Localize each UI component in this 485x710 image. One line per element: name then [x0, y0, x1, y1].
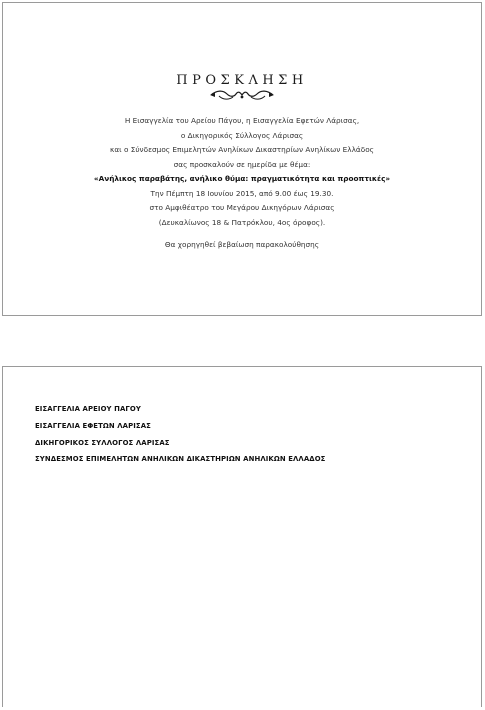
invitation-line-invite: σας προσκαλούν σε ημερίδα με θέμα:: [173, 159, 311, 169]
invitation-line-venue: στο Αμφιθέατρο του Μεγάρου Δικηγόρων Λάρισας: [149, 203, 335, 212]
organizer-item: ΣΥΝΔΕΣΜΟΣ ΕΠΙΜΕΛΗΤΩΝ ΑΝΗΛΙΚΩΝ ΔΙΚΑΣΤΗΡΙΩΝ ΑΝΗΛΙΚΩΝ ΕΛΛΑΔΟΣ: [35, 455, 326, 464]
scroll-ornament-icon: [209, 89, 275, 101]
invitation-note: Θα χορηγηθεί βεβαίωση παρακολούθησης: [164, 240, 320, 249]
organizer-item: ΕΙΣΑΓΓΕΛΙΑ ΕΦΕΤΩΝ ΛΑΡΙΣΑΣ: [35, 421, 151, 430]
invitation-line-topic: «Ανήλικος παραβάτης, ανήλικο θύμα: πραγματικότητα και προοπτικές»: [93, 174, 391, 183]
invitation-line-hosts: Η Εισαγγελία του Αρείου Πάγου, η Εισαγγελία Εφετών Λάρισας,: [124, 116, 360, 125]
invitation-card: [2, 2, 482, 316]
invitation-title: ΠΡΟΣΚΛΗΣΗ: [176, 73, 308, 88]
invitation-line-address: (Δευκαλίωνος 18 & Πατρόκλου, 4ος όροφος).: [158, 217, 326, 227]
organizer-item: ΕΙΣΑΓΓΕΛΙΑ ΑΡΕΙΟΥ ΠΑΓΟΥ: [35, 405, 141, 413]
organizers-list: [35, 401, 326, 468]
invitation-line-date: Την Πέμπτη 18 Ιουνίου 2015, από 9.00 έως 19.30.: [150, 188, 334, 198]
spacer: [3, 230, 481, 238]
invitation-line-bar-association: ο Δικηγορικός Σύλλογος Λάρισας: [180, 130, 304, 140]
invitation-body: [3, 114, 481, 253]
invitation-line-association: και ο Σύνδεσμος Επιμελητών Ανηλίκων Δικαστηρίων Ανηλίκων Ελλάδος: [110, 145, 374, 154]
organizers-card: [2, 366, 482, 707]
organizer-item: ΔΙΚΗΓΟΡΙΚΟΣ ΣΥΛΛΟΓΟΣ ΛΑΡΙΣΑΣ: [35, 438, 170, 447]
